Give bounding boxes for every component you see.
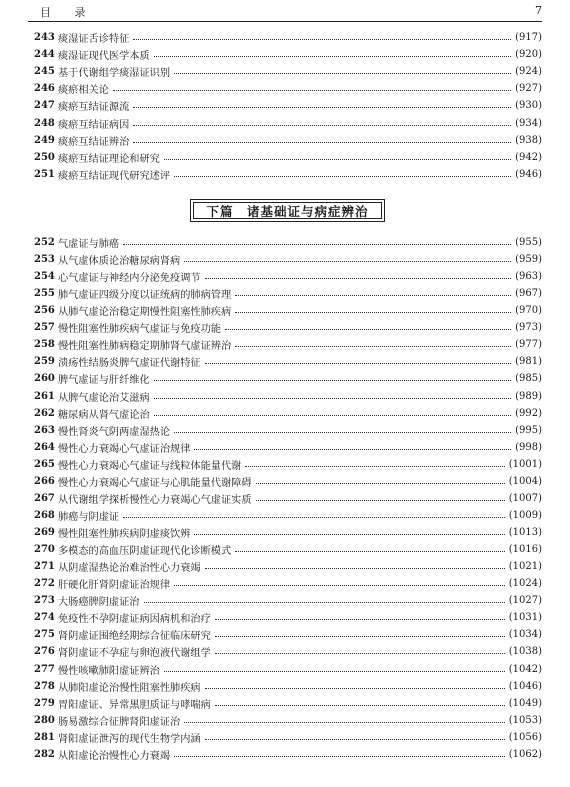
entry-number: 279 <box>34 697 55 709</box>
dot-leader <box>235 346 511 347</box>
entry-number: 249 <box>34 134 55 146</box>
entry-number: 270 <box>34 544 55 556</box>
toc-entry <box>34 29 542 46</box>
dot-leader <box>256 500 505 501</box>
header-page-number: 7 <box>535 4 542 17</box>
toc-entry <box>34 729 542 746</box>
toc-entry <box>34 524 542 541</box>
entry-number: 281 <box>34 731 55 743</box>
toc-entry <box>34 149 542 166</box>
dot-leader <box>256 483 505 484</box>
toc-entry <box>34 251 542 268</box>
dot-leader <box>235 551 505 552</box>
toc-entry <box>34 473 542 490</box>
entry-number: 250 <box>34 151 55 163</box>
toc-entry <box>34 746 542 763</box>
entry-title: 肾阴虚证围绝经期综合征临床研究 <box>58 631 211 643</box>
entry-page: (938) <box>515 134 542 146</box>
dot-leader <box>113 90 511 91</box>
dot-leader <box>205 278 511 279</box>
entry-page: (985) <box>515 373 542 385</box>
entry-page: (930) <box>515 100 542 112</box>
toc-entry <box>34 439 542 456</box>
entry-number: 260 <box>34 373 55 385</box>
dot-leader <box>205 739 505 740</box>
entry-number: 268 <box>34 509 55 521</box>
dot-leader <box>194 534 504 535</box>
entry-page: (1049) <box>508 697 542 709</box>
dot-leader <box>174 585 505 586</box>
entry-title: 痰湿证舌诊特征 <box>58 34 130 45</box>
entry-title: 慢性阻塞性肺疾病气虚证与免疫功能 <box>58 324 221 336</box>
toc-entry <box>34 285 542 302</box>
dot-leader <box>215 705 505 706</box>
toc-entry <box>34 166 542 183</box>
dot-leader <box>205 363 511 364</box>
entry-title: 肾阳虚证泄泻的现代生物学内涵 <box>58 733 201 745</box>
entry-page: (973) <box>515 322 542 334</box>
entry-number: 282 <box>34 748 55 760</box>
toc-entry <box>34 336 542 353</box>
dot-leader <box>215 636 505 637</box>
entry-title: 多模态的高血压阴虚证现代化诊断模式 <box>58 546 232 558</box>
entry-page: (959) <box>515 254 542 266</box>
dot-leader <box>225 329 511 330</box>
toc-entry <box>34 388 542 405</box>
toc-entry <box>34 97 542 114</box>
dot-leader <box>133 142 511 143</box>
entry-number: 252 <box>34 237 55 248</box>
entry-title: 痰瘀互结证辨治 <box>58 136 130 148</box>
dot-leader <box>184 722 504 723</box>
dot-leader <box>154 380 511 381</box>
dot-leader <box>174 432 511 433</box>
entry-page: (927) <box>515 83 542 95</box>
entry-number: 277 <box>34 663 55 675</box>
entry-title: 脾气虚证与肝纤维化 <box>58 375 150 387</box>
entry-title: 从阳虚论治慢性心力衰竭 <box>58 750 171 762</box>
dot-leader <box>235 312 511 313</box>
entry-number: 247 <box>34 100 55 112</box>
toc-entry <box>34 678 542 695</box>
toc-entry <box>34 490 542 507</box>
entry-page: (1004) <box>508 475 542 487</box>
entry-title: 痰瘀互结证现代研究述评 <box>58 170 171 182</box>
entry-number: 276 <box>34 646 55 658</box>
entry-title: 慢性肾炎气阴两虚湿热论 <box>58 426 171 438</box>
toc-entry <box>34 507 542 524</box>
dot-leader <box>133 125 511 126</box>
toc-entry <box>34 558 542 575</box>
entry-title: 慢性心力衰竭心气虚证与线粒体能量代谢 <box>58 460 242 472</box>
dot-leader <box>164 671 505 672</box>
entry-number: 275 <box>34 629 55 641</box>
dot-leader <box>215 653 505 654</box>
toc-entry <box>34 609 542 626</box>
entry-page: (1001) <box>508 458 542 470</box>
toc-entry <box>34 234 542 251</box>
dot-leader <box>174 73 511 74</box>
toc-entry <box>34 575 542 592</box>
entry-title: 大肠癌脾阴虚证治 <box>58 597 140 609</box>
entry-number: 265 <box>34 458 55 470</box>
entry-page: (1053) <box>508 714 542 726</box>
entry-title: 从代谢组学探析慢性心力衰竭心气虚证实质 <box>58 494 252 506</box>
entry-number: 271 <box>34 561 55 573</box>
entry-number: 280 <box>34 714 55 726</box>
entry-title: 从肺阳虚论治慢性阻塞性肺疾病 <box>58 682 201 694</box>
entry-page: (1009) <box>508 509 542 521</box>
entry-page: (1007) <box>508 492 542 504</box>
toc-entry <box>34 80 542 97</box>
toc-entry <box>34 46 542 63</box>
entry-page: (1056) <box>508 731 542 743</box>
entry-number: 267 <box>34 492 55 504</box>
entry-title: 从肺气虚论治稳定期慢性阻塞性肺疾病 <box>58 307 232 319</box>
entry-page: (934) <box>515 117 542 129</box>
entry-title: 免疫性不孕阴虚证病因病机和治疗 <box>58 614 211 626</box>
entry-page: (1024) <box>508 578 542 590</box>
toc-entry <box>34 695 542 712</box>
entry-title: 从阴虚湿热论治难治性心力衰竭 <box>58 563 201 575</box>
entry-title: 肺气虚证四级分度以证统病的肺病管理 <box>58 290 232 302</box>
dot-leader <box>154 415 511 416</box>
entry-page: (1027) <box>508 595 542 607</box>
entry-title: 痰瘀互结证病因 <box>58 119 130 131</box>
dot-leader <box>174 756 505 757</box>
entry-page: (998) <box>515 441 542 453</box>
toc-entry <box>34 268 542 285</box>
entry-number: 259 <box>34 356 55 368</box>
entry-number: 245 <box>34 66 55 78</box>
entry-title: 痰瘀相关论 <box>58 85 109 97</box>
entry-page: (970) <box>515 305 542 317</box>
entry-number: 278 <box>34 680 55 692</box>
entry-page: (1038) <box>508 646 542 658</box>
entry-title: 溃疡性结肠炎脾气虚证代谢特征 <box>58 358 201 370</box>
entry-page: (977) <box>515 339 542 351</box>
entry-page: (989) <box>515 390 542 402</box>
dot-leader <box>194 449 511 450</box>
toc-entry <box>34 405 542 422</box>
toc-entry <box>34 353 542 370</box>
entry-page: (1016) <box>508 544 542 556</box>
entry-title: 慢性阻塞性肺病稳定期肺肾气虚证辨治 <box>58 341 232 353</box>
entry-page: (924) <box>515 66 542 78</box>
entry-number: 246 <box>34 83 55 95</box>
entry-number: 251 <box>34 168 55 180</box>
toc-entry <box>34 302 542 319</box>
entry-number: 258 <box>34 339 55 351</box>
entry-page: (920) <box>515 49 542 61</box>
entry-page: (1046) <box>508 680 542 692</box>
entry-number: 253 <box>34 254 55 266</box>
dot-leader <box>174 176 511 177</box>
toc-entry <box>34 661 542 678</box>
entry-number: 272 <box>34 578 55 590</box>
entry-page: (995) <box>515 424 542 436</box>
entry-title: 从气虚体质论治糖尿病肾病 <box>58 256 181 268</box>
entry-number: 269 <box>34 527 55 539</box>
entry-number: 261 <box>34 390 55 402</box>
entry-page: (1013) <box>508 527 542 539</box>
entry-number: 273 <box>34 595 55 607</box>
entry-title: 基于代谢组学痰湿证识别 <box>58 68 171 80</box>
header-title: 目 录 <box>40 6 96 19</box>
entry-number: 243 <box>34 32 55 43</box>
entry-page: (1042) <box>508 663 542 675</box>
entry-number: 257 <box>34 322 55 334</box>
entry-title: 慢性咳嗽肺阳虚证辨治 <box>58 665 160 677</box>
toc-entry <box>34 712 542 729</box>
entry-page: (955) <box>515 237 542 248</box>
dot-leader <box>133 107 511 108</box>
entry-title: 痰瘀互结证源流 <box>58 102 130 114</box>
dot-leader <box>164 159 511 160</box>
entry-page: (946) <box>515 168 542 180</box>
entry-page: (967) <box>515 288 542 300</box>
entry-title: 慢性心力衰竭心气虚证治规律 <box>58 443 191 455</box>
dot-leader <box>123 244 511 245</box>
entry-title: 慢性心力衰竭心气虚证与心肌能量代谢障碍 <box>58 477 252 489</box>
entry-number: 264 <box>34 441 55 453</box>
toc-entry <box>34 115 542 132</box>
entry-title: 从脾气虚论治艾滋病 <box>58 392 150 404</box>
entry-title: 气虚证与肺癌 <box>58 239 120 250</box>
entry-number: 266 <box>34 475 55 487</box>
dot-leader <box>154 398 511 399</box>
dot-leader <box>245 466 504 467</box>
dot-leader <box>123 517 505 518</box>
dot-leader <box>215 619 505 620</box>
header-rule <box>28 21 542 22</box>
entry-title: 肠易激综合征脾肾阳虚证治 <box>58 716 181 728</box>
entry-title: 痰湿证现代医学本质 <box>58 51 150 63</box>
toc-entry <box>34 541 542 558</box>
dot-leader <box>144 602 505 603</box>
dot-leader <box>184 261 511 262</box>
toc-entry <box>34 319 542 336</box>
entry-page: (1021) <box>508 561 542 573</box>
entry-title: 肺癌与阴虚证 <box>58 511 120 523</box>
dot-leader <box>205 688 505 689</box>
toc-entry <box>34 132 542 149</box>
dot-leader <box>235 295 511 296</box>
entry-number: 254 <box>34 271 55 283</box>
entry-page: (917) <box>515 32 542 43</box>
entry-title: 心气虚证与神经内分泌免疫调节 <box>58 273 201 285</box>
entry-number: 256 <box>34 305 55 317</box>
entry-page: (992) <box>515 407 542 419</box>
toc-entry <box>34 422 542 439</box>
entry-title: 肝硬化肝肾阴虚证治规律 <box>58 580 171 592</box>
entry-title: 胃阳虚证、异常黑胆质证与哮喘病 <box>58 699 211 711</box>
dot-leader <box>205 568 505 569</box>
entry-title: 慢性阻塞性肺疾病阴虚痰饮辨 <box>58 529 191 541</box>
toc-entry <box>34 626 542 643</box>
entry-number: 248 <box>34 117 55 129</box>
dot-leader <box>133 39 511 40</box>
toc-entry <box>34 592 542 609</box>
toc-entry <box>34 456 542 473</box>
toc-entry <box>34 370 542 387</box>
entry-number: 263 <box>34 424 55 436</box>
section-heading: 下篇 诸基础证与病症辨治 <box>206 203 369 219</box>
entry-number: 255 <box>34 288 55 300</box>
section-heading-box <box>190 199 385 222</box>
entry-page: (963) <box>515 271 542 283</box>
toc-entry <box>34 63 542 80</box>
page-header <box>28 4 542 20</box>
entry-title: 痰瘀互结证理论和研究 <box>58 153 160 165</box>
entry-title: 肾阴虚证不孕症与卵泡液代谢组学 <box>58 648 211 660</box>
entry-page: (981) <box>515 356 542 368</box>
entry-number: 244 <box>34 49 55 61</box>
entry-title: 糖尿病从肾气虚论治 <box>58 409 150 421</box>
entry-page: (1031) <box>508 612 542 624</box>
entry-page: (1034) <box>508 629 542 641</box>
entry-number: 274 <box>34 612 55 624</box>
entry-number: 262 <box>34 407 55 419</box>
entry-page: (942) <box>515 151 542 163</box>
toc-entry <box>34 643 542 660</box>
dot-leader <box>154 56 511 57</box>
entry-page: (1062) <box>508 748 542 760</box>
